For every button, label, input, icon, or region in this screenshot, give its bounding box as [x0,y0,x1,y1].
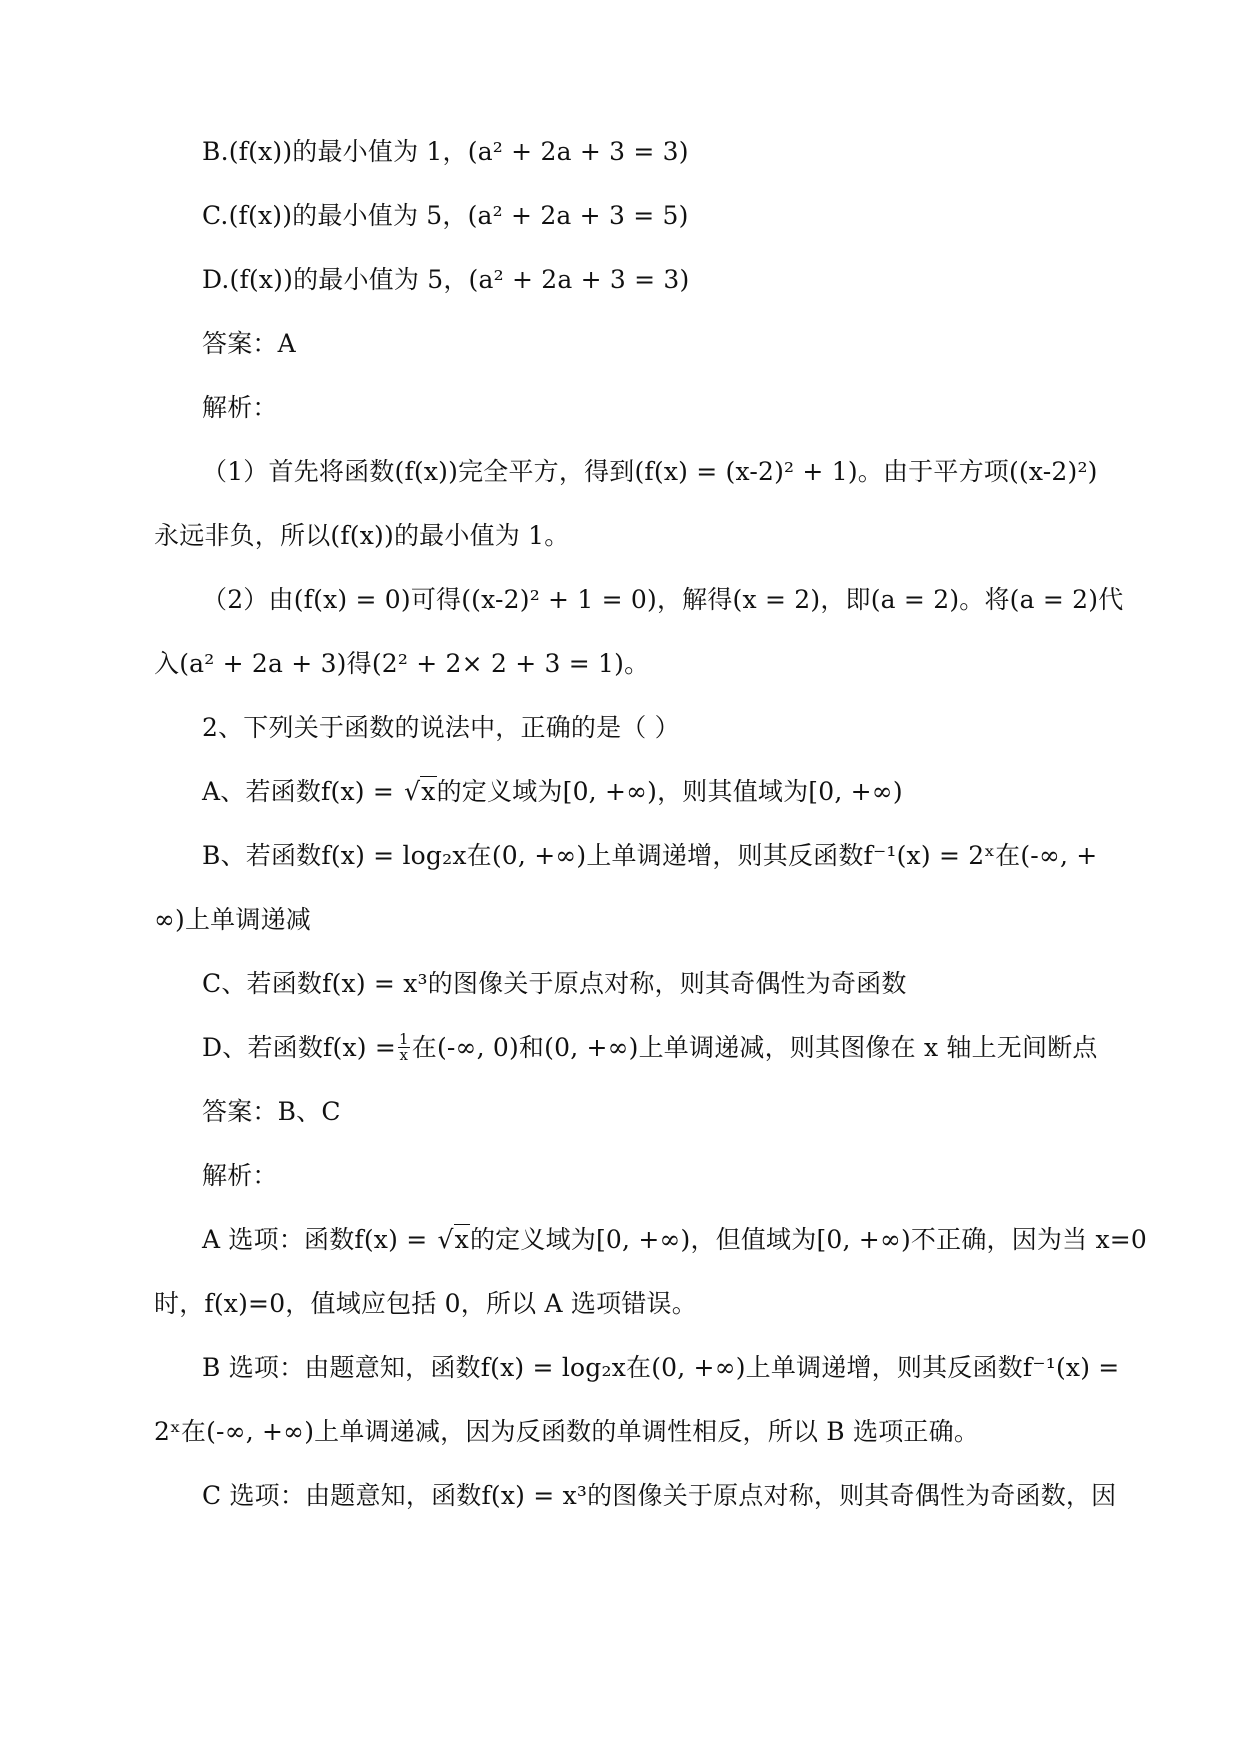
option-a-prefix: A、若函数f(x) = [202,777,403,806]
option-d-prefix: D、若函数f(x) = [202,1033,396,1062]
question-2-option-a [202,776,903,808]
sqrt-expression: √x [404,777,436,806]
option-c-line: C.(f(x))的最小值为 5，(a² + 2a + 3 = 5) [202,201,689,230]
analysis-b-line-1: B 选项：由题意知，函数f(x) = log₂x在(0, +∞)上单调递增，则其反函数f⁻¹(x) = [202,1353,1120,1382]
sqrt-radicand: x [421,777,436,806]
sqrt-radicand-2: x [454,1225,469,1254]
fraction-numerator: 1 [399,1030,409,1048]
analysis-a-prefix: A 选项：函数f(x) = [202,1225,436,1254]
sqrt-expression-2: √x [437,1225,469,1254]
analysis-step-2-line-2: 入(a² + 2a + 3)得(2² + 2× 2 + 3 = 1)。 [154,649,650,678]
fraction-denominator: x [399,1046,409,1064]
analysis-step-1-line-2: 永远非负，所以(f(x))的最小值为 1。 [154,521,570,550]
option-b-line: B.(f(x))的最小值为 1，(a² + 2a + 3 = 3) [202,137,689,166]
analysis-heading-1: 解析： [202,393,278,422]
option-a-suffix: 的定义域为[0, +∞)，则其值域为[0, +∞) [436,777,903,806]
option-d-suffix: 在(-∞, 0)和(0, +∞)上单调递减，则其图像在 x 轴上无间断点 [411,1033,1098,1062]
analysis-step-1-line-1: （1）首先将函数(f(x))完全平方，得到(f(x) = (x-2)² + 1)。由于平方项((x-2)²) [202,457,1098,486]
question-2-option-b-line-2: ∞)上单调递减 [154,905,311,934]
analysis-heading-2: 解析： [202,1161,278,1190]
question-2-option-d [202,1032,1098,1065]
analysis-a-line-1 [202,1224,1147,1256]
analysis-c-line-1: C 选项：由题意知，函数f(x) = x³的图像关于原点对称，则其奇偶性为奇函数，因 [202,1481,1117,1510]
fraction-one-over-x [398,1032,410,1063]
question-2-stem: 2、下列关于函数的说法中，正确的是（ ） [202,713,680,742]
question-2-option-b-line-1: B、若函数f(x) = log₂x在(0, +∞)上单调递增，则其反函数f⁻¹(x) = 2ˣ在(-∞, + [202,841,1098,870]
analysis-a-suffix: 的定义域为[0, +∞)，但值域为[0, +∞)不正确，因为当 x=0 [469,1225,1148,1254]
option-d-line: D.(f(x))的最小值为 5，(a² + 2a + 3 = 3) [202,265,690,294]
question-2-option-c: C、若函数f(x) = x³的图像关于原点对称，则其奇偶性为奇函数 [202,969,907,998]
answer-line-1: 答案：A [202,329,296,358]
analysis-a-line-2: 时，f(x)=0，值域应包括 0，所以 A 选项错误。 [154,1289,697,1318]
answer-line-2: 答案：B、C [202,1097,341,1126]
analysis-b-line-2: 2ˣ在(-∞, +∞)上单调递减，因为反函数的单调性相反，所以 B 选项正确。 [154,1417,980,1446]
analysis-step-2-line-1: （2）由(f(x) = 0)可得((x-2)² + 1 = 0)，解得(x = 2)，即(a = 2)。将(a = 2)代 [202,585,1124,614]
